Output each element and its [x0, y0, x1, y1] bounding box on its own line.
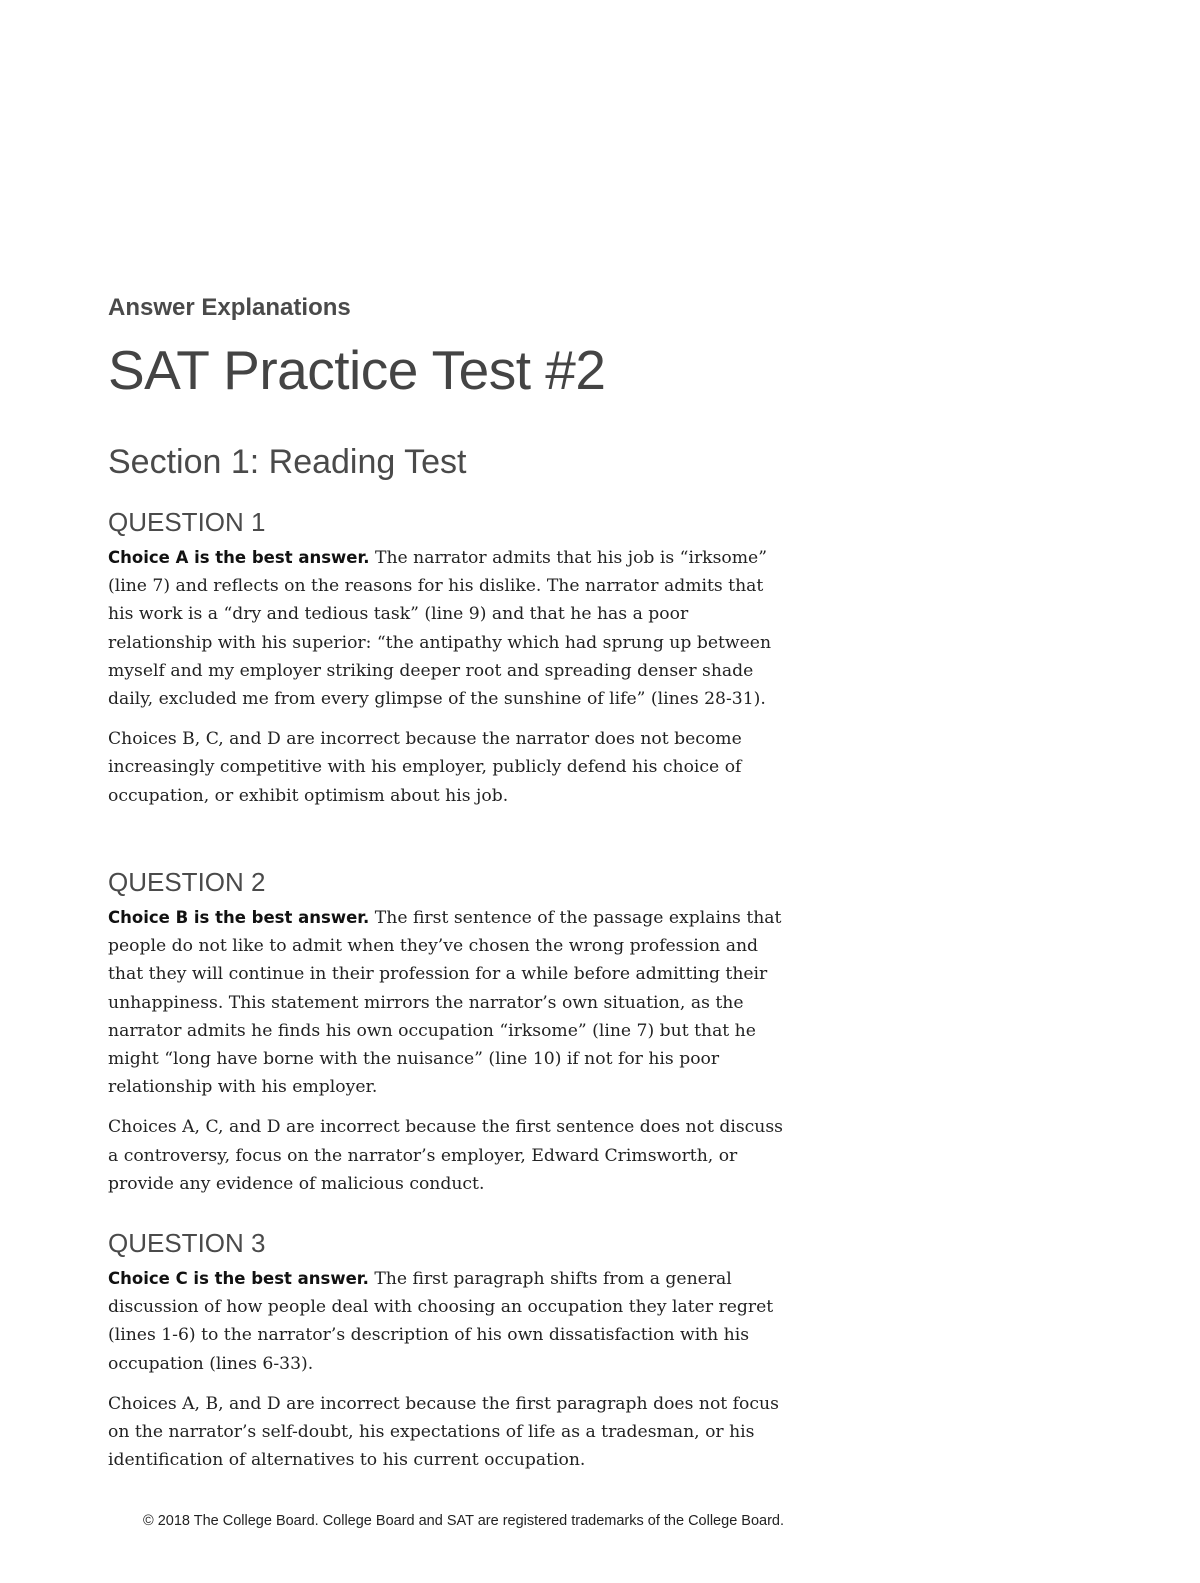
answer-lead: Choice C is the best answer.	[108, 1269, 369, 1288]
question-block-3	[108, 1227, 788, 1486]
correct-answer-explanation	[108, 1265, 788, 1378]
correct-answer-explanation	[108, 904, 788, 1101]
explanation-text: The first sentence of the passage explains that people do not like to admit when they’ve chosen the wrong profession and that they will continue in their profession for a while before admitting their unhappiness. This statement mirrors the narrator’s own situation, as the narrator admits he finds his own occupation “irksome” (line 7) but that he might “long have borne with the nuisance” (line 10) if not for his poor relationship with his employer.	[108, 908, 782, 1098]
document-kicker: Answer Explanations	[108, 294, 351, 321]
copyright-footer: © 2018 The College Board. College Board and SAT are registered trademarks of the College Board.	[143, 1513, 785, 1529]
answer-lead: Choice B is the best answer.	[108, 908, 370, 927]
explanation-text: The narrator admits that his job is “irksome” (line 7) and reflects on the reasons for his dislike. The narrator admits that his work is a “dry and tedious task” (line 9) and that he has a poor relationship with his superior: “the antipathy which had sprung up between myself and my employer striking deeper root and spreading denser shade daily, excluded me from every glimpse of the sunshine of life” (lines 28-31).	[108, 548, 772, 710]
incorrect-choices-explanation: Choices A, B, and D are incorrect because the first paragraph does not focus on the narrator’s self-doubt, his expectations of life as a tradesman, or his identification of alternatives to his current occupation.	[108, 1393, 779, 1471]
explanation-text: The first paragraph shifts from a general discussion of how people deal with choosing an occupation they later regret (lines 1-6) to the narrator’s description of his own dissatisfaction with his occupation (lines 6-33).	[108, 1269, 774, 1374]
question-block-2	[108, 866, 788, 1210]
question-block-1	[108, 506, 788, 822]
correct-answer-explanation	[108, 544, 788, 713]
answer-lead: Choice A is the best answer.	[108, 548, 370, 567]
page-title: SAT Practice Test #2	[108, 339, 606, 401]
section-title: Section 1: Reading Test	[108, 443, 467, 481]
incorrect-choices-explanation: Choices A, C, and D are incorrect because the first sentence does not discuss a controversy, focus on the narrator’s employer, Edward Crimsworth, or provide any evidence of malicious conduct.	[108, 1117, 783, 1194]
question-heading: QUESTION 2	[108, 867, 266, 897]
question-heading: QUESTION 3	[108, 1228, 266, 1258]
question-heading: QUESTION 1	[108, 507, 266, 537]
incorrect-choices-explanation: Choices B, C, and D are incorrect because the narrator does not become increasingly competitive with his employer, publicly defend his choice of occupation, or exhibit optimism about his job.	[108, 729, 742, 806]
